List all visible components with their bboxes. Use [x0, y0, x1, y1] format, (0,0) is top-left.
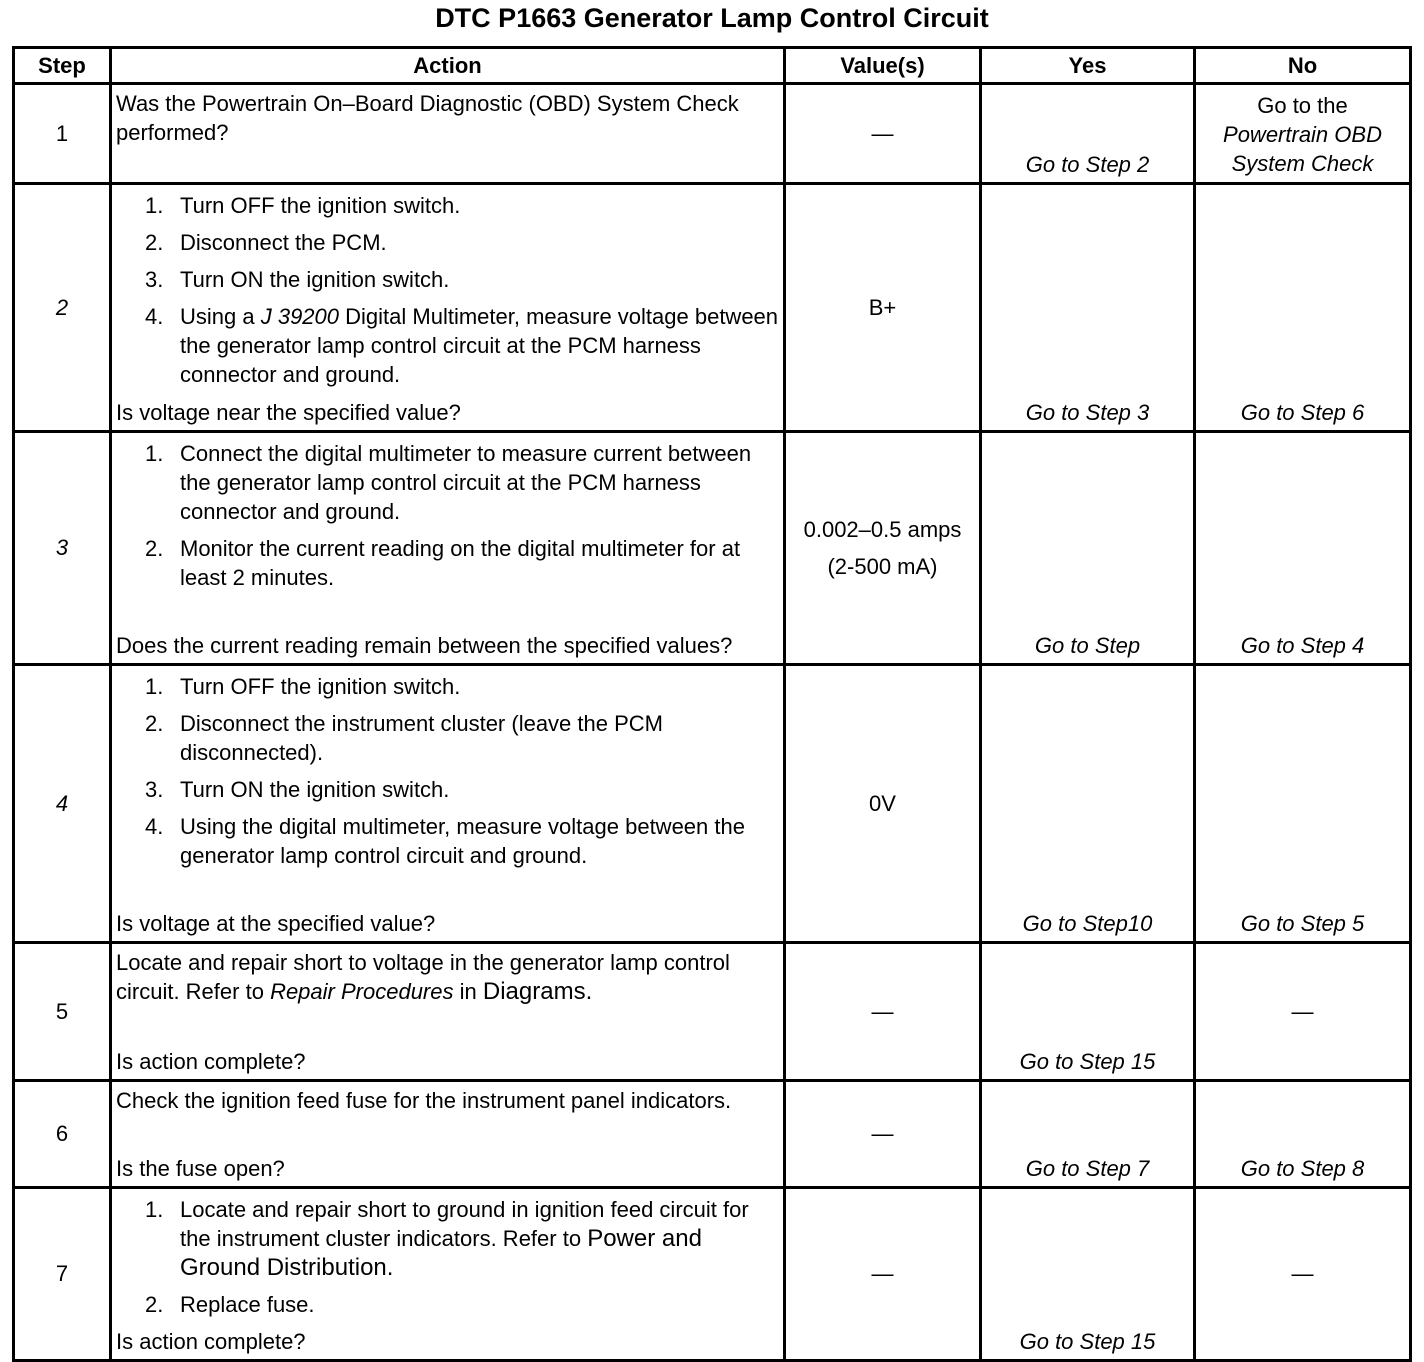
action-question: Is voltage near the specified value?: [116, 400, 461, 425]
value-cell: —: [785, 943, 981, 1081]
yes-cell: Go to Step10: [981, 665, 1195, 943]
action-text: Locate and repair short to voltage in the generator lamp control circuit. Refer to Repair Procedures in Diagrams.: [116, 950, 730, 1005]
action-step-item: 2. Disconnect the PCM.: [145, 230, 387, 255]
action-steps: [116, 672, 779, 870]
value-cell: B+: [785, 184, 981, 432]
action-step-item: 3. Turn ON the ignition switch.: [145, 777, 450, 802]
action-step-item: 2. Replace fuse.: [145, 1292, 315, 1317]
step-cell: 6: [14, 1081, 111, 1188]
no-prefix: Go to the: [1257, 93, 1348, 118]
action-cell: [111, 84, 785, 184]
no-cell: Go to Step 8: [1195, 1081, 1411, 1188]
step-cell: 2: [14, 184, 111, 432]
table-row: [14, 665, 1411, 943]
action-step-item: 1. Locate and repair short to ground in ignition feed circuit for the instrument cluster indicators. Refer to Power and Ground Distribution.: [145, 1197, 749, 1281]
action-question: Does the current reading remain between the specified values?: [116, 633, 733, 658]
action-question: Is the fuse open?: [116, 1156, 285, 1181]
value-cell: 0V: [785, 665, 981, 943]
action-step-item: 1. Turn OFF the ignition switch.: [145, 193, 461, 218]
step-cell: 3: [14, 432, 111, 665]
page-title: DTC P1663 Generator Lamp Control Circuit: [435, 3, 989, 33]
step-cell: 7: [14, 1188, 111, 1361]
action-cell: [111, 1081, 785, 1188]
table-row: [14, 1188, 1411, 1361]
table-row: [14, 84, 1411, 184]
table-row: [14, 184, 1411, 432]
action-steps: [116, 439, 779, 592]
table-row: [14, 943, 1411, 1081]
header-action: Action: [111, 48, 785, 84]
header-values: Value(s): [785, 48, 981, 84]
no-link: Powertrain OBD System Check: [1223, 122, 1382, 176]
tool-reference: J 39200: [260, 304, 340, 329]
action-step-item: 1. Connect the digital multimeter to measure current between the generator lamp control circuit at the PCM harness connector and ground.: [145, 441, 752, 524]
step-cell: 4: [14, 665, 111, 943]
action-cell: [111, 1188, 785, 1361]
value-cell: 0.002–0.5 amps (2-500 mA): [785, 432, 981, 665]
table-row: [14, 1081, 1411, 1188]
no-cell: Go to Step 5: [1195, 665, 1411, 943]
action-step-item: 2. Disconnect the instrument cluster (leave the PCM disconnected).: [145, 711, 663, 765]
value-cell: —: [785, 1081, 981, 1188]
action-cell: [111, 184, 785, 432]
action-steps: [116, 191, 779, 389]
no-cell: Go to Step 6: [1195, 184, 1411, 432]
action-text: Check the ignition feed fuse for the instrument panel indicators.: [116, 1088, 732, 1113]
yes-cell: Go to Step 3: [981, 184, 1195, 432]
distribution-reference: Power and Ground Distribution.: [180, 1225, 702, 1281]
yes-cell: Go to Step 7: [981, 1081, 1195, 1188]
action-cell: [111, 665, 785, 943]
action-question: Is action complete?: [116, 1329, 306, 1354]
no-cell: Go to Step 4: [1195, 432, 1411, 665]
header-no: No: [1195, 48, 1411, 84]
no-cell: —: [1195, 943, 1411, 1081]
action-question: Is action complete?: [116, 1049, 306, 1074]
action-question: Is voltage at the specified value?: [116, 911, 436, 936]
diagnostic-table: [12, 46, 1412, 1362]
action-text: Was the Powertrain On–Board Diagnostic (OBD) System Check performed?: [116, 91, 739, 145]
value-cell: —: [785, 84, 981, 184]
header-step: Step: [14, 48, 111, 84]
yes-cell: Go to Step 2: [981, 84, 1195, 184]
action-step-item: 4. Using a J 39200 Digital Multimeter, measure voltage between the generator lamp control circuit at the PCM harness connector and ground.: [145, 304, 779, 387]
action-steps: [116, 1195, 779, 1319]
yes-cell: Go to Step 15: [981, 943, 1195, 1081]
header-row: [14, 48, 1411, 84]
step-cell: 5: [14, 943, 111, 1081]
yes-cell: Go to Step 15: [981, 1188, 1195, 1361]
action-step-item: 3. Turn ON the ignition switch.: [145, 267, 450, 292]
action-cell: [111, 943, 785, 1081]
yes-cell: Go to Step: [981, 432, 1195, 665]
action-step-item: 4. Using the digital multimeter, measure voltage between the generator lamp control circuit and ground.: [145, 814, 745, 868]
repair-reference: Repair Procedures: [270, 979, 454, 1004]
value-cell: —: [785, 1188, 981, 1361]
no-cell: [1195, 84, 1411, 184]
action-step-item: 2. Monitor the current reading on the digital multimeter for at least 2 minutes.: [145, 536, 741, 590]
action-step-item: 1. Turn OFF the ignition switch.: [145, 674, 461, 699]
step-cell: 1: [14, 84, 111, 184]
action-cell: [111, 432, 785, 665]
table-row: [14, 432, 1411, 665]
header-yes: Yes: [981, 48, 1195, 84]
no-cell: —: [1195, 1188, 1411, 1361]
